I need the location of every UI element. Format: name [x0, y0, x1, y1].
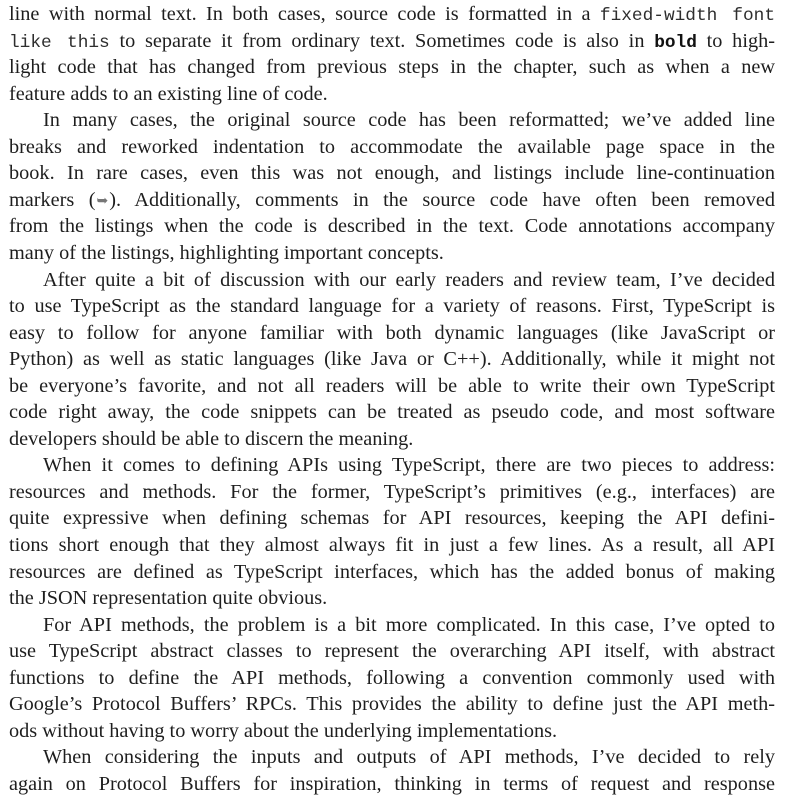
text-span: In many cases, the original source code has been reformatted; we’ve added line	[43, 109, 775, 132]
text-line	[9, 346, 775, 372]
text-line	[9, 81, 775, 107]
text-line	[9, 771, 775, 797]
text-span: markers (	[9, 188, 96, 211]
text-line	[9, 505, 775, 531]
text-line	[9, 134, 775, 160]
text-line	[9, 213, 775, 239]
text-line	[9, 479, 775, 505]
bold-code-span: bold	[654, 32, 697, 53]
text-line	[9, 373, 775, 399]
text-span: to high-	[696, 29, 775, 52]
text-span: line with normal text. In both cases, source code is formatted in a	[9, 3, 600, 25]
text-span: code right away, the code snippets can be treated as pseudo code, and most software	[9, 401, 775, 424]
text-line	[9, 665, 775, 691]
text-line	[9, 187, 775, 213]
text-span: book. In rare cases, even this was not enough, and listings include line-continuation	[9, 162, 775, 185]
text-span: Google’s Protocol Buffers’ RPCs. This provides the ability to define just the API meth-	[9, 693, 775, 716]
text-span: from the listings when the code is described in the text. Code annotations accompany	[9, 215, 775, 238]
text-span: to use TypeScript as the standard language for a variety of reasons. First, TypeScript is	[9, 295, 775, 318]
text-line	[9, 399, 775, 425]
text-line	[9, 240, 775, 266]
text-line	[9, 718, 775, 744]
text-span: developers should be able to discern the meaning.	[9, 427, 414, 450]
text-line	[9, 28, 775, 54]
text-span: the JSON representation quite obvious.	[9, 587, 328, 610]
text-span: When it comes to defining APIs using TypeScript, there are two pieces to address:	[43, 454, 775, 477]
text-line	[9, 559, 775, 585]
text-span: quite expressive when defining schemas for API resources, keeping the API defini-	[9, 507, 775, 530]
text-line	[43, 744, 775, 770]
text-span: many of the listings, highlighting important concepts.	[9, 241, 444, 264]
text-line	[9, 1, 775, 27]
text-span: again on Protocol Buffers for inspiration, thinking in terms of request and response	[9, 772, 775, 795]
text-line	[9, 532, 775, 558]
text-span: breaks and reworked indentation to accommodate the available page space in the	[9, 135, 775, 158]
text-line	[9, 293, 775, 319]
text-line	[9, 320, 775, 346]
text-line	[9, 54, 775, 80]
text-span: tions short enough that they almost always fit in just a few lines. As a result, all API	[9, 534, 775, 556]
text-span: When considering the inputs and outputs of API methods, I’ve decided to rely	[43, 746, 775, 769]
text-span: light code that has changed from previous steps in the chapter, such as when a new	[9, 56, 775, 79]
text-span: feature adds to an existing line of code.	[9, 82, 328, 105]
code-span: fixed-width font	[599, 6, 775, 26]
text-line	[43, 107, 775, 133]
text-line	[9, 585, 775, 611]
text-line	[43, 452, 775, 478]
text-span: resources and methods. For the former, TypeScript’s primitives (e.g., interfaces) are	[9, 480, 775, 503]
text-span: functions to define the API methods, following a convention commonly used with	[9, 666, 775, 689]
code-span: like this	[9, 32, 110, 53]
text-span: After quite a bit of discussion with our early readers and review team, I’ve decided	[43, 268, 775, 291]
text-span: ods without having to worry about the underlying implementations.	[9, 719, 558, 742]
text-line	[9, 426, 775, 452]
text-line	[9, 638, 775, 664]
text-line	[9, 160, 775, 186]
text-line	[43, 612, 775, 638]
text-span: resources are defined as TypeScript interfaces, which has the added bonus of making	[9, 560, 775, 583]
text-span: ). Additionally, comments in the source code have often been removed	[109, 188, 775, 211]
text-span: easy to follow for anyone familiar with both dynamic languages (like JavaScript or	[9, 321, 775, 344]
line-continuation-marker-icon: ➥	[96, 192, 109, 209]
text-line	[9, 691, 775, 717]
text-span: to separate it from ordinary text. Sometimes code is also in	[109, 29, 655, 52]
text-span: For API methods, the problem is a bit more complicated. In this case, I’ve opted to	[43, 613, 775, 636]
text-span: Python) as well as static languages (like Java or C++). Additionally, while it might not	[9, 348, 775, 371]
text-span: use TypeScript abstract classes to represent the overarching API itself, with abstract	[9, 640, 775, 663]
text-line	[43, 267, 775, 293]
text-span: be everyone’s favorite, and not all readers will be able to write their own TypeScript	[9, 374, 775, 397]
